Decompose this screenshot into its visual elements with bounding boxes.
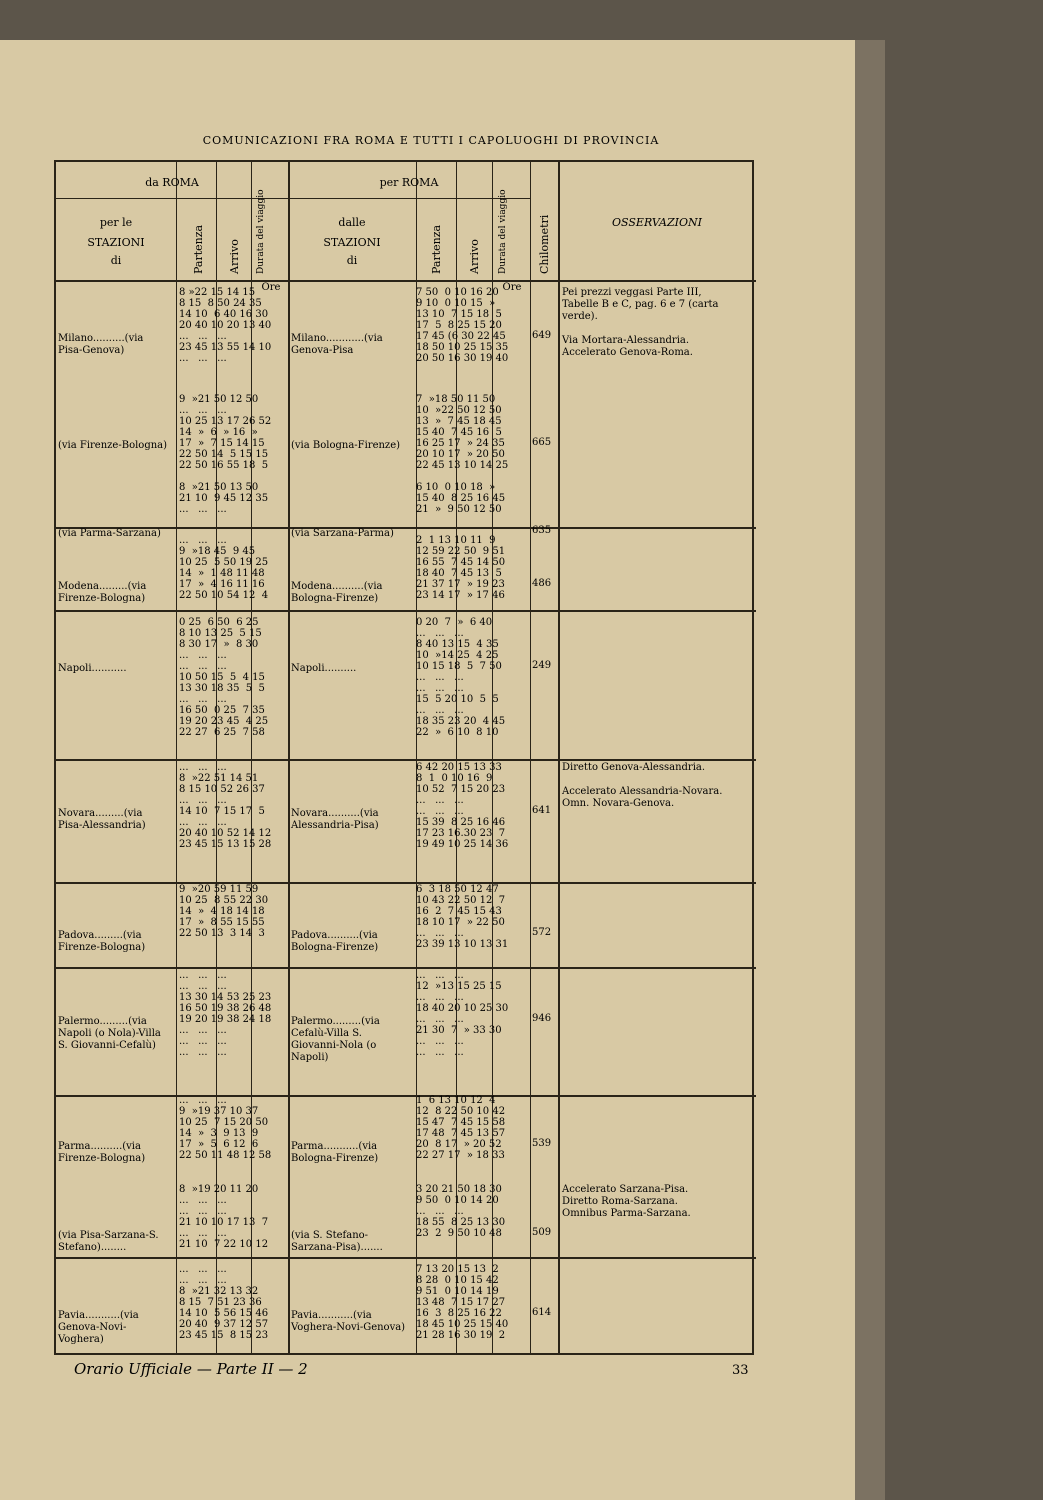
header-arrivo-right: Arrivo [468,239,481,274]
header-stazioni-left: STAZIONI [87,236,145,249]
observations: Diretto Genova-Alessandria. Accelerato Alessandria-Novara. Omn. Novara-Genova. [562,762,723,809]
right-times: 2 1 13 10 11 9 12 59 22 50 9 51 16 55 7 45 14 50 18 40 7 45 13 5 21 37 17 » 19 23 23 14 17 » 17 46 [416,535,506,601]
distance-km: 572 [532,927,552,938]
right-times: 7 13 20 15 13 2 8 28 0 10 15 42 9 51 0 10 14 19 13 48 7 15 17 27 16 3 8 25 16 22 18 45 10 25 15 40 21 28 16 30 19 2 [416,1264,509,1341]
left-times: 0 25 6 50 6 25 8 10 13 25 5 15 8 30 17 » 8 30 ... ... ... ... ... ... 10 50 15 5 4 15 13 30 18 35 5 5 ... ... ... 16 50 0 25 7 35 19 20 23 45 4 25 22 27 6 25 7 58 [179,617,269,738]
left-station: (via Pisa-Sarzana-S. Stefano)........ [58,1230,159,1253]
right-station: (via Bologna-Firenze) [291,440,401,451]
header-durata-right: Durata del viaggio [498,189,508,274]
left-times: ... ... ... ... ... ... 13 30 14 53 25 23 16 50 19 38 26 48 19 20 19 38 24 18 ... ... ... ... ... ... ... ... ... [179,970,272,1058]
right-station: Milano............(via Genova-Pisa [291,333,383,356]
right-station: Napoli.......... [291,663,357,674]
left-times: ... ... ... 9 »19 37 10 37 10 25 7 15 20 50 14 » 3 9 13 9 17 » 5 6 12 6 22 50 11 48 12 58 [179,1095,272,1161]
distance-km: 509 [532,1227,552,1238]
right-station: Palermo.........(via Cefalù-Villa S. Giovanni-Nola (o Napoli) [291,1016,380,1063]
header-partenza-right: Partenza [430,224,443,274]
header-da-roma: da ROMA [145,176,199,189]
left-times: 9 »20 59 11 59 10 25 8 55 22 30 14 » 4 18 14 18 17 » 8 55 15 55 22 50 13 3 14 3 [179,884,269,939]
left-station: Modena.........(via Firenze-Bologna) [58,581,147,604]
right-times: 6 10 0 10 18 » 15 40 8 25 16 45 21 » 9 50 12 50 [416,482,506,515]
header-durata-left: Durata del viaggio [256,189,266,274]
left-station: Parma..........(via Firenze-Bologna) [58,1141,146,1164]
header-chilometri: Chilometri [538,214,551,274]
distance-km: 649 [532,330,552,341]
left-times: ... ... ... 9 »18 45 9 45 10 25 5 50 19 25 14 » 1 48 11 48 17 » 4 16 11 16 22 50 10 54 12 4 [179,535,269,601]
right-station: (via S. Stefano-Sarzana-Pisa)....... [291,1230,383,1253]
right-times: 7 »18 50 11 50 10 »22 50 12 50 13 » 7 45 18 45 15 40 7 45 16 5 16 25 17 » 24 35 20 10 17 » 20 50 22 45 13 10 14 25 [416,394,509,471]
page-number: 33 [732,1363,749,1378]
right-times: 6 3 18 50 12 47 10 43 22 50 12 7 16 2 7 45 15 43 18 10 17 » 22 50 ... ... ... 23 39 13 10 13 31 [416,884,509,950]
header-arrivo-left: Arrivo [228,239,241,274]
right-station: Parma...........(via Bologna-Firenze) [291,1141,379,1164]
left-times: ... ... ... 8 »22 51 14 51 8 15 10 52 26 37 ... ... ... 14 10 7 15 17 5 ... ... ... 20 40 10 52 14 12 23 45 15 13 15 28 [179,762,272,850]
header-per-roma: per ROMA [379,176,439,189]
left-station: (via Parma-Sarzana) [58,528,161,539]
left-times: ... ... ... ... ... ... 8 »21 32 13 32 8 15 7 51 23 36 14 10 5 56 15 46 20 40 9 37 12 57 23 45 15 8 15 23 [179,1264,269,1341]
left-station: Palermo.........(via Napoli (o Nola)-Villa S. Giovanni-Cefalù) [58,1016,161,1051]
distance-km: 641 [532,805,552,816]
right-times: 3 20 21 50 18 30 9 50 0 10 14 20 ... ... ... 18 55 8 25 13 30 23 2 9 50 10 48 [416,1184,506,1239]
right-times: ... ... ... 12 »13 15 25 15 ... ... ... 18 40 20 10 25 30 ... ... ... 21 30 7 » 33 30 ... ... ... ... ... ... [416,970,509,1058]
left-times: 8 »21 50 13 50 21 10 9 45 12 35 ... ... ... [179,482,269,515]
left-station: Milano..........(via Pisa-Genova) [58,333,144,356]
header-partenza-left: Partenza [192,224,205,274]
distance-km: 539 [532,1138,552,1149]
right-times: 0 20 7 » 6 40 ... ... ... 8 40 13 15 4 35 10 »14 25 4 25 10 15 18 5 7 50 ... ... ... ... ... ... 15 5 20 10 5 5 ... ... ... 18 35 23 20 4 45 22 » 6 10 8 10 [416,617,506,738]
left-station: Novara.........(via Pisa-Alessandria) [58,808,146,831]
distance-km: 665 [532,437,552,448]
left-station: Pavia...........(via Genova-Novi-Voghera) [58,1310,139,1345]
observations: Pei prezzi veggasi Parte III, Tabelle B e C, pag. 6 e 7 (carta verde). Via Mortara-Alessandria. Accelerato Genova-Roma. [562,287,719,358]
header-osservazioni: OSSERVAZIONI [612,216,702,229]
header-ore-left: Ore [261,282,281,293]
header-dalle: dalle [338,216,366,229]
observations: Accelerato Sarzana-Pisa. Diretto Roma-Sarzana. Omnibus Parma-Sarzana. [562,1184,691,1219]
header-per-le: per le [99,216,133,229]
page-title: COMUNICAZIONI FRA ROMA E TUTTI I CAPOLUOGHI DI PROVINCIA [202,134,660,147]
right-station: Pavia...........(via Voghera-Novi-Genova) [291,1310,406,1333]
right-station: (via Sarzana-Parma) [291,528,394,539]
footer-title: Orario Ufficiale — Parte II — 2 [74,1360,308,1378]
distance-km: 614 [532,1307,552,1318]
left-times: 8 »19 20 11 20 ... ... ... ... ... ... 21 10 10 17 13 7 ... ... ... 21 10 7 22 10 12 [179,1184,269,1250]
left-station: Napoli........... [58,663,127,674]
header-di-left: di [110,254,122,267]
left-times: 9 »21 50 12 50 ... ... ... 10 25 13 17 26 52 14 » 6 » 16 » 17 » 7 15 14 15 22 50 14 5 15 15 22 50 16 55 18 5 [179,394,272,471]
left-station: (via Firenze-Bologna) [58,440,168,451]
distance-km: 635 [532,525,552,536]
left-station: Padova.........(via Firenze-Bologna) [58,930,146,953]
left-times: 8 »22 15 14 15 8 15 8 50 24 35 14 10 6 40 16 30 20 40 10 20 13 40 ... ... ... 23 45 13 55 14 10 ... ... ... [179,287,272,364]
right-times: 1 6 13 10 12 4 12 8 22 50 10 42 15 47 7 45 15 58 17 48 7 45 13 57 20 8 17 » 20 52 22 27 17 » 18 33 [416,1095,506,1161]
header-stazioni-right: STAZIONI [323,236,381,249]
distance-km: 946 [532,1013,552,1024]
header-di-right: di [346,254,358,267]
right-times: 6 42 20 15 13 33 8 1 0 10 16 9 10 52 7 15 20 23 ... ... ... ... ... ... 15 39 8 25 16 46 17 23 16.30 23 7 19 49 10 25 14 36 [416,762,509,850]
page-edge [855,40,885,1500]
right-station: Modena..........(via Bologna-Firenze) [291,581,383,604]
right-times: 7 50 0 10 16 20 9 10 0 10 15 » 13 10 7 15 18 5 17 5 8 25 15 20 17 45 (6 30 22 45 18 50 10 25 15 35 20 50 16 30 19 40 [416,287,509,364]
header-ore-right: Ore [502,282,522,293]
right-station: Novara..........(via Alessandria-Pisa) [291,808,379,831]
right-station: Padova..........(via Bologna-Firenze) [291,930,379,953]
distance-km: 486 [532,578,552,589]
distance-km: 249 [532,660,552,671]
